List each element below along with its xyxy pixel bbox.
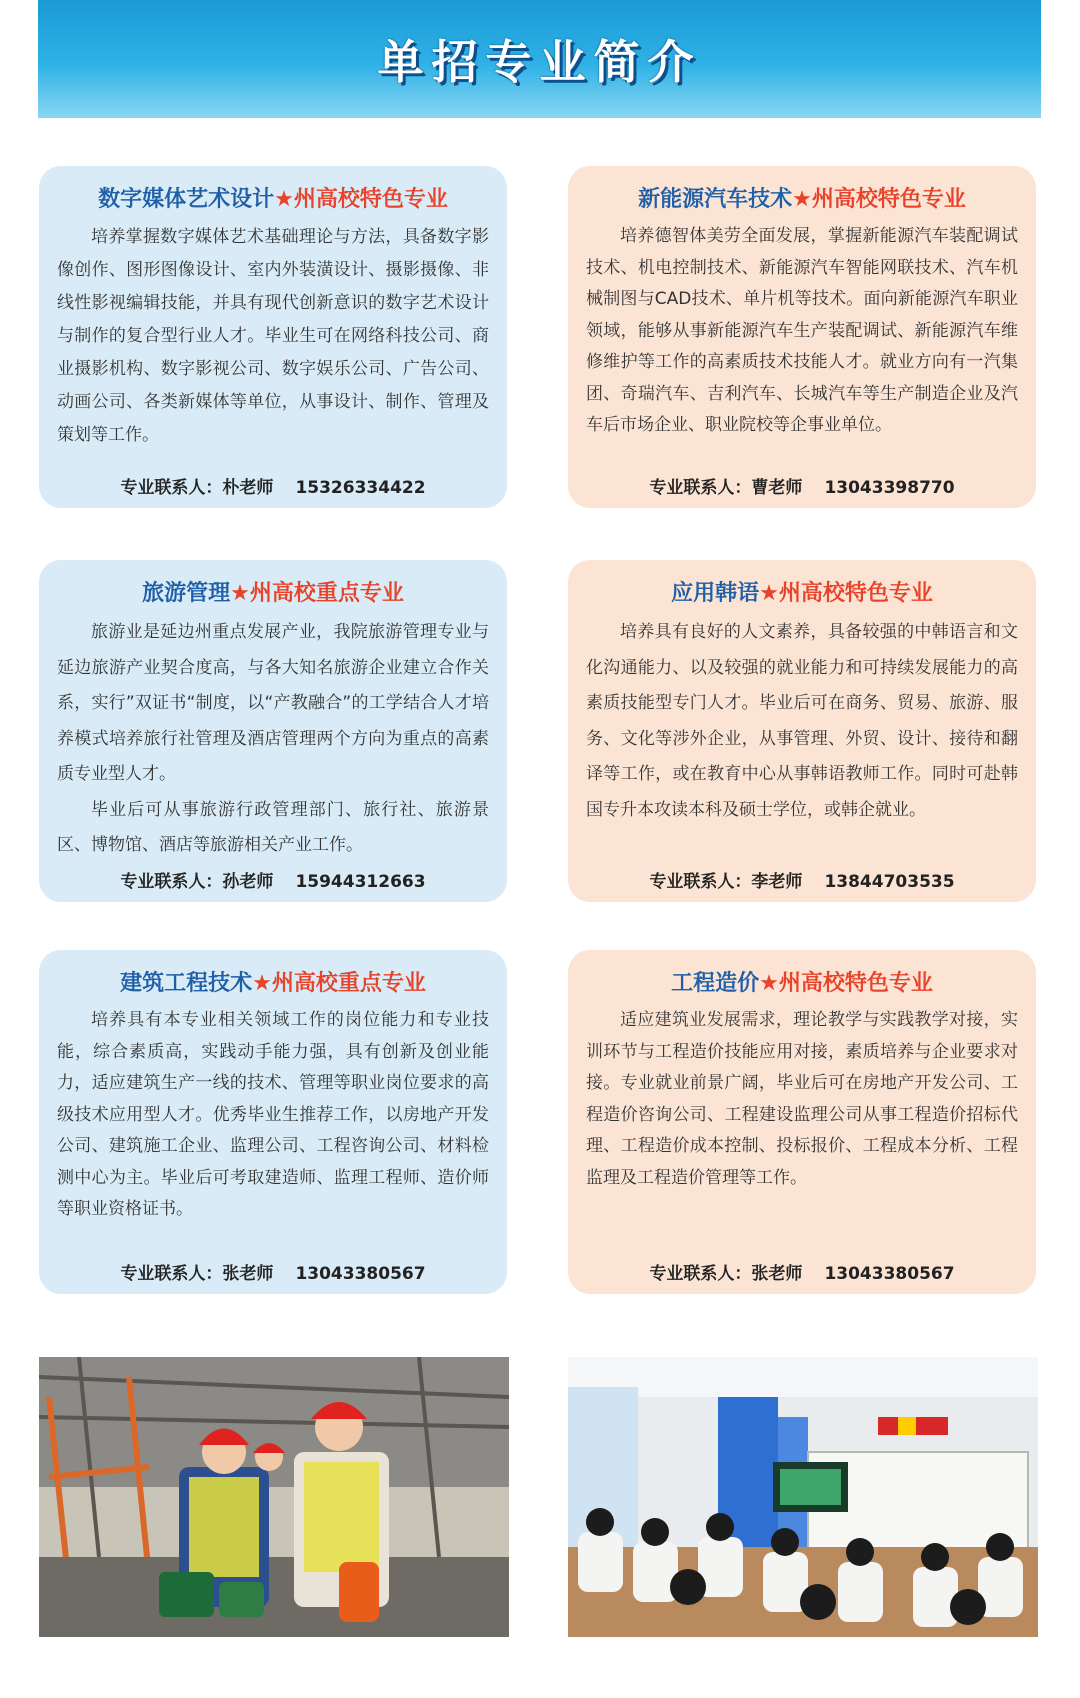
contact-label: 专业联系人：张老师 <box>649 1264 803 1284</box>
contact-phone: 15944312663 <box>295 872 426 892</box>
contact-line <box>39 867 507 892</box>
major-description: 培养掌握数字媒体艺术基础理论与方法，具备数字影像创作、图形图像设计、室内外装潢设计、摄影摄像、非线性影视编辑技能，并具有现代创新意识的数字艺术设计与制作的复合型行业人才。毕业生可在网络科技公司、商业摄影机构、数字影视公司、数字娱乐公司、广告公司、动画公司、各类新媒体等单位，从事设计、制作、管理及策划等工作。 <box>57 227 489 445</box>
contact-line <box>39 1259 507 1284</box>
major-card-new-energy-vehicle <box>568 166 1036 508</box>
major-description-2: 毕业后可从事旅游行政管理部门、旅行社、旅游景区、博物馆、酒店等旅游相关产业工作。 <box>57 799 489 855</box>
major-description: 培养具有良好的人文素养，具备较强的中韩语言和文化沟通能力、以及较强的就业能力和可持续发展能力的高素质技能型专门人才。毕业后可在商务、贸易、旅游、服务、文化等涉外企业，从事管理、外贸、设计、接待和翻译等工作，或在教育中心从事韩语教师工作。同时可赴韩国专升本攻读本科及硕士学位，或韩企就业。 <box>586 622 1018 820</box>
major-tag: 州高校特色专业 <box>811 187 966 212</box>
major-tag: 州高校重点专业 <box>249 581 404 606</box>
contact-line <box>568 867 1036 892</box>
major-description: 培养德智体美劳全面发展，掌握新能源汽车装配调试技术、机电控制技术、新能源汽车智能网联技术、汽车机械制图与CAD技术、单片机等技术。面向新能源汽车职业领域，能够从事新能源汽车生产装配调试、新能源汽车维修维护等工作的高素质技术技能人才。就业方向有一汽集团、奇瑞汽车、吉利汽车、长城汽车等生产制造企业及汽车后市场企业、职业院校等企事业单位。 <box>586 226 1018 435</box>
classroom-illustration <box>568 1357 1038 1637</box>
major-tag: 州高校重点专业 <box>271 971 426 996</box>
contact-label: 专业联系人：曹老师 <box>649 478 803 498</box>
contact-phone: 13043380567 <box>295 1264 426 1284</box>
major-name: 数字媒体艺术设计 <box>98 187 275 212</box>
contact-line <box>39 473 507 498</box>
major-tag: 州高校特色专业 <box>293 187 448 212</box>
major-card-digital-media <box>39 166 507 508</box>
major-description: 培养具有本专业相关领域工作的岗位能力和专业技能，综合素质高，实践动手能力强，具有创新及创业能力，适应建筑生产一线的技术、管理等职业岗位要求的高级技术应用型人才。优秀毕业生推荐工作，以房地产开发公司、建筑施工企业、监理公司、工程咨询公司、材料检测中心为主。毕业后可考取建造师、监理工程师、造价师等职业资格证书。 <box>57 1010 489 1219</box>
contact-phone: 13043398770 <box>824 478 955 498</box>
major-name: 新能源汽车技术 <box>638 187 793 212</box>
major-name: 应用韩语 <box>671 581 760 606</box>
major-title <box>57 182 489 213</box>
star-icon: ★ <box>759 581 779 606</box>
contact-label: 专业联系人：孙老师 <box>120 872 274 892</box>
star-icon: ★ <box>792 187 812 212</box>
major-card-engineering-cost <box>568 950 1036 1294</box>
major-card-tourism-management <box>39 560 507 902</box>
contact-phone: 13043380567 <box>824 1264 955 1284</box>
construction-training-illustration <box>39 1357 509 1637</box>
contact-label: 专业联系人：李老师 <box>649 872 803 892</box>
contact-phone: 15326334422 <box>295 478 426 498</box>
major-card-construction-engineering <box>39 950 507 1294</box>
contact-label: 专业联系人：朴老师 <box>120 478 274 498</box>
major-name: 建筑工程技术 <box>120 971 253 996</box>
contact-line <box>568 1259 1036 1284</box>
star-icon: ★ <box>230 581 250 606</box>
major-name: 工程造价 <box>671 971 760 996</box>
major-card-applied-korean <box>568 560 1036 902</box>
page-title: 单招专业简介 <box>377 35 702 89</box>
header-banner <box>38 0 1041 118</box>
contact-label: 专业联系人：张老师 <box>120 1264 274 1284</box>
star-icon: ★ <box>274 187 294 212</box>
star-icon: ★ <box>252 971 272 996</box>
classroom-photo <box>568 1357 1038 1637</box>
major-title <box>586 966 1018 997</box>
major-tag: 州高校特色专业 <box>778 581 933 606</box>
contact-line <box>568 473 1036 498</box>
major-title <box>57 576 489 607</box>
major-description: 适应建筑业发展需求，理论教学与实践教学对接，实训环节与工程造价技能应用对接，素质培养与企业要求对接。专业就业前景广阔，毕业后可在房地产开发公司、工程造价咨询公司、工程建设监理公司从事工程造价招标代理、工程造价成本控制、投标报价、工程成本分析、工程监理及工程造价管理等工作。 <box>586 1010 1018 1188</box>
major-description: 旅游业是延边州重点发展产业，我院旅游管理专业与延边旅游产业契合度高，与各大知名旅游企业建立合作关系，实行”双证书“制度，以“产教融合”的工学结合人才培养模式培养旅行社管理及酒店管理两个方向为重点的高素质专业型人才。 <box>57 622 489 784</box>
major-title <box>586 576 1018 607</box>
star-icon: ★ <box>759 971 779 996</box>
major-title <box>57 966 489 997</box>
contact-phone: 13844703535 <box>824 872 955 892</box>
construction-training-photo <box>39 1357 509 1637</box>
major-tag: 州高校特色专业 <box>778 971 933 996</box>
major-title <box>586 182 1018 213</box>
major-name: 旅游管理 <box>142 581 231 606</box>
